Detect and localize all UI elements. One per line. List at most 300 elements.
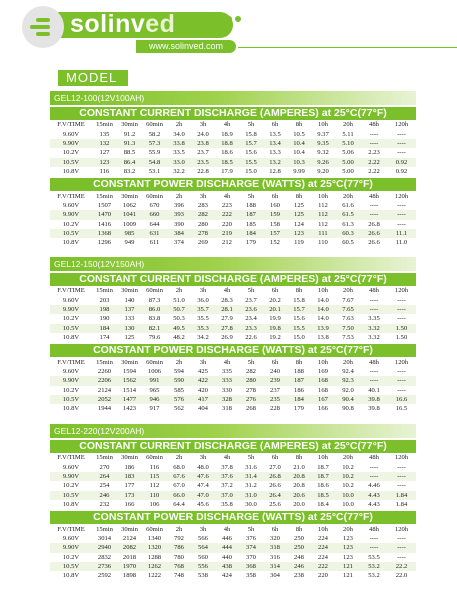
- table-cell: 26.6: [361, 229, 387, 238]
- table-cell: 53.2: [361, 562, 387, 571]
- table-cell: 0.92: [395, 168, 408, 176]
- column-header: 20h: [335, 120, 361, 129]
- table-cell: 20.6: [287, 491, 311, 500]
- column-header: 3h: [191, 357, 215, 366]
- table-cell: 32.2: [173, 168, 185, 176]
- column-header: 60min: [142, 191, 167, 200]
- table-cell: 18.5: [311, 491, 335, 500]
- table-cell: 318: [263, 543, 287, 552]
- table-cell: 538: [198, 572, 208, 580]
- table-cell: ----: [361, 305, 387, 314]
- table-cell: 333: [215, 376, 239, 385]
- table-cell: 123: [343, 534, 353, 542]
- table-cell: 31.4: [239, 472, 263, 481]
- table-cell: 1062: [122, 201, 137, 209]
- table-cell: 5.10: [335, 139, 361, 148]
- column-header: 15min: [92, 286, 117, 295]
- final-voltage-cell: 9.90V: [50, 543, 92, 552]
- table-cell: 116: [99, 168, 110, 176]
- table-cell: 53.5: [368, 553, 380, 561]
- table-cell: 670: [149, 201, 160, 209]
- table-cell: 7.53: [342, 334, 354, 342]
- final-voltage-cell: 10.5V: [50, 324, 92, 333]
- column-header: 6h: [263, 453, 287, 462]
- table-cell: 282: [246, 367, 256, 375]
- table-cell: 121: [343, 572, 353, 580]
- table-cell: 223: [222, 201, 232, 209]
- model-label: GEL12-220(12V200AH): [50, 424, 416, 438]
- final-voltage-cell: 10.2V: [62, 482, 80, 490]
- table-cell: 280: [198, 220, 208, 228]
- table-cell: 26.6: [269, 482, 281, 490]
- table-header-row: [50, 191, 416, 200]
- table-cell: 20.0: [293, 501, 305, 509]
- model-section: [50, 91, 416, 248]
- column-header: 6h: [263, 191, 287, 200]
- table-header-row: [50, 286, 416, 295]
- power-discharge-table: [50, 191, 416, 247]
- table-cell: 4.43: [368, 501, 380, 509]
- table-cell: 246: [92, 491, 117, 500]
- column-header: 30min: [117, 120, 142, 129]
- table-cell: 10.2: [335, 472, 361, 481]
- table-cell: 83.2: [123, 168, 136, 176]
- table-cell: 35.7: [191, 305, 215, 314]
- table-cell: 422: [191, 376, 215, 385]
- table-cell: 82.1: [142, 324, 167, 333]
- column-header: 3h: [191, 286, 215, 295]
- table-cell: 13.5: [269, 130, 281, 138]
- table-cell: 2018: [122, 553, 137, 561]
- table-cell: 14.0: [311, 305, 335, 314]
- table-cell: 15.0: [245, 168, 257, 176]
- table-cell: 112: [311, 210, 335, 219]
- table-cell: 23.7: [245, 296, 257, 304]
- final-voltage-cell: 10.2V: [62, 149, 80, 157]
- table-cell: 270: [99, 463, 110, 471]
- table-cell: 7.50: [335, 324, 361, 333]
- table-cell: 61.6: [342, 201, 354, 209]
- table-cell: 166: [318, 405, 328, 413]
- table-cell: 10.4: [287, 139, 311, 148]
- table-cell: 4.43: [361, 491, 387, 500]
- final-voltage-cell: 10.8V: [62, 239, 80, 247]
- table-row: [50, 571, 416, 580]
- table-cell: 248: [294, 553, 304, 561]
- table-cell: 135: [99, 130, 110, 138]
- table-cell: 177: [124, 482, 135, 490]
- table-cell: ----: [361, 210, 387, 219]
- final-voltage-cell: 9.90V: [50, 305, 92, 314]
- table-cell: 92.4: [342, 367, 354, 375]
- table-cell: 368: [239, 562, 263, 571]
- table-cell: 48.2: [173, 334, 185, 342]
- table-cell: 160: [270, 201, 280, 209]
- column-header: 60min: [142, 120, 167, 129]
- column-header: 60min: [142, 524, 167, 533]
- column-header: 20h: [335, 191, 361, 200]
- table-cell: 949: [124, 239, 135, 247]
- table-cell: 219: [215, 229, 239, 238]
- column-header: 2h: [167, 524, 191, 533]
- column-header: 20h: [335, 453, 361, 462]
- column-header: 120h: [387, 357, 416, 366]
- table-cell: 123: [335, 543, 361, 552]
- final-voltage-cell: 10.2V: [62, 553, 80, 561]
- column-header: 48h: [361, 357, 387, 366]
- table-cell: 185: [246, 220, 256, 228]
- table-cell: 168: [311, 376, 335, 385]
- table-cell: 268: [246, 405, 256, 413]
- table-cell: ----: [397, 220, 406, 228]
- final-voltage-cell: 10.5V: [50, 158, 92, 167]
- table-row: [50, 562, 416, 571]
- table-cell: ----: [387, 376, 416, 385]
- table-cell: 1288: [147, 553, 162, 561]
- current-table-title: CONSTANT CURRENT DISCHARGE (AMPERES) at 25°C(77°F): [50, 440, 416, 453]
- table-cell: 86.4: [117, 158, 142, 167]
- table-cell: 14.0: [317, 315, 329, 323]
- table-cell: 282: [191, 210, 215, 219]
- table-cell: 13.9: [311, 324, 335, 333]
- table-cell: 88.5: [123, 149, 136, 157]
- table-cell: 184: [287, 395, 311, 404]
- column-header: 2h: [167, 286, 191, 295]
- table-cell: ----: [361, 543, 387, 552]
- table-cell: 330: [222, 386, 232, 394]
- column-header: 2h: [167, 453, 191, 462]
- table-cell: ----: [387, 305, 416, 314]
- column-header: 6h: [263, 524, 287, 533]
- table-cell: 240: [270, 367, 280, 375]
- table-cell: ----: [369, 534, 379, 542]
- table-cell: 314: [263, 562, 287, 571]
- table-cell: 222: [311, 562, 335, 571]
- table-cell: 11.1: [387, 229, 416, 238]
- table-cell: 224: [318, 534, 328, 542]
- table-cell: 66.0: [167, 491, 191, 500]
- table-cell: 39.8: [361, 395, 387, 404]
- table-cell: 26.4: [263, 491, 287, 500]
- column-header: 5h: [239, 357, 263, 366]
- table-row: [50, 295, 416, 304]
- table-cell: ----: [397, 315, 406, 323]
- table-cell: 444: [215, 543, 239, 552]
- table-cell: 1222: [147, 572, 162, 580]
- table-cell: 35.3: [191, 324, 215, 333]
- table-cell: ----: [369, 367, 379, 375]
- column-header: 4h: [215, 524, 239, 533]
- website-url[interactable]: www.solinved.com: [136, 40, 236, 53]
- column-header: 60min: [142, 286, 167, 295]
- table-cell: 985: [117, 229, 142, 238]
- table-cell: 2.22: [361, 158, 387, 167]
- table-cell: 283: [198, 201, 208, 209]
- table-cell: 15.8: [245, 130, 257, 138]
- table-cell: 34.2: [197, 334, 209, 342]
- table-cell: ----: [387, 210, 416, 219]
- table-cell: 212: [222, 239, 232, 247]
- column-header: 10h: [311, 191, 335, 200]
- table-cell: 12.8: [269, 168, 281, 176]
- final-voltage-cell: 10.2V: [62, 220, 80, 228]
- table-cell: 54.8: [142, 158, 167, 167]
- table-cell: 946: [142, 395, 167, 404]
- table-cell: 358: [246, 572, 256, 580]
- table-cell: 7.63: [342, 315, 354, 323]
- column-header: 15min: [92, 120, 117, 129]
- column-header: 30min: [117, 191, 142, 200]
- column-header: 5h: [239, 191, 263, 200]
- model-heading: MODEL: [58, 70, 128, 86]
- column-header: 8h: [287, 120, 311, 129]
- table-cell: 132: [92, 139, 117, 148]
- table-cell: 644: [149, 220, 160, 228]
- table-cell: 40.1: [368, 386, 380, 394]
- table-cell: 30.0: [245, 501, 257, 509]
- table-cell: 49.5: [167, 324, 191, 333]
- column-header: 10h: [311, 524, 335, 533]
- table-cell: 556: [191, 562, 215, 571]
- table-cell: 166: [124, 501, 135, 509]
- table-cell: 173: [117, 491, 142, 500]
- table-cell: 438: [215, 562, 239, 571]
- current-discharge-table: [50, 453, 416, 509]
- column-header: 60min: [142, 357, 167, 366]
- table-cell: 124: [294, 220, 304, 228]
- column-header: 15min: [92, 191, 117, 200]
- table-cell: 57.3: [142, 139, 167, 148]
- table-cell: 374: [239, 543, 263, 552]
- table-cell: 20.8: [287, 472, 311, 481]
- table-cell: 47.0: [191, 491, 215, 500]
- table-cell: 110: [142, 491, 167, 500]
- final-voltage-cell: 9.90V: [50, 139, 92, 148]
- table-cell: 15.5: [239, 158, 263, 167]
- table-cell: 31.2: [245, 482, 257, 490]
- table-cell: 3014: [97, 534, 112, 542]
- table-cell: 83.8: [148, 315, 161, 323]
- column-header: 6h: [263, 286, 287, 295]
- final-voltage-cell: 10.8V: [62, 405, 80, 413]
- model-label: GEL12-100(12V100AH): [50, 91, 416, 105]
- table-cell: 376: [246, 534, 256, 542]
- table-cell: 67.6: [167, 472, 191, 481]
- table-cell: 26.8: [263, 472, 287, 481]
- column-header: 10h: [311, 357, 335, 366]
- model-section: [50, 424, 416, 581]
- table-cell: 446: [222, 534, 232, 542]
- final-voltage-cell: 9.60V: [62, 296, 80, 304]
- table-cell: 278: [246, 386, 256, 394]
- table-cell: 20.2: [269, 296, 281, 304]
- table-cell: 5.00: [342, 168, 354, 176]
- table-cell: 35.8: [221, 501, 233, 509]
- column-header: 120h: [387, 453, 416, 462]
- column-header: 5h: [239, 286, 263, 295]
- table-cell: 384: [167, 229, 191, 238]
- column-header: 2h: [167, 357, 191, 366]
- table-cell: 87.3: [148, 296, 161, 304]
- table-cell: 440: [222, 553, 232, 561]
- table-cell: 10.2: [342, 463, 354, 471]
- table-cell: 157: [263, 229, 287, 238]
- table-cell: 125: [294, 201, 304, 209]
- logo-mark: [22, 6, 64, 48]
- table-cell: 91.3: [117, 139, 142, 148]
- final-voltage-cell: 9.60V: [62, 534, 80, 542]
- table-cell: ----: [387, 139, 416, 148]
- table-cell: 60.5: [342, 239, 354, 247]
- column-header: 3h: [191, 191, 215, 200]
- table-cell: 28.1: [215, 305, 239, 314]
- table-cell: 660: [142, 210, 167, 219]
- current-table-title: CONSTANT CURRENT DISCHARGE (AMPERES) at 25°C(77°F): [50, 273, 416, 286]
- table-cell: 112: [318, 201, 328, 209]
- column-header: 20h: [335, 357, 361, 366]
- table-cell: 566: [198, 534, 208, 542]
- final-voltage-cell: 10.8V: [62, 168, 80, 176]
- table-cell: 58.2: [148, 130, 161, 138]
- table-cell: 238: [294, 572, 304, 580]
- table-cell: 316: [270, 553, 280, 561]
- power-table-title: CONSTANT POWER DISCHARGE (WATTS) at 25°C(77°F): [50, 344, 416, 357]
- final-voltage-cell: 10.2V: [62, 386, 80, 394]
- column-header: 10h: [311, 120, 335, 129]
- table-row: [50, 376, 416, 385]
- table-cell: ----: [369, 130, 379, 138]
- table-cell: 1.50: [395, 334, 408, 342]
- column-header: F.V/TIME: [50, 120, 92, 129]
- column-header: 10h: [311, 453, 335, 462]
- table-cell: 33.0: [167, 158, 191, 167]
- table-cell: 7.65: [335, 305, 361, 314]
- table-cell: 86.0: [142, 305, 167, 314]
- table-cell: 1594: [122, 367, 137, 375]
- table-row: [50, 534, 416, 543]
- table-cell: 18.6: [221, 149, 233, 157]
- table-row: [50, 238, 416, 247]
- column-header: 6h: [263, 120, 287, 129]
- table-cell: 22.0: [395, 572, 408, 580]
- table-cell: 10.0: [342, 501, 354, 509]
- table-cell: 90.4: [335, 395, 361, 404]
- table-cell: 5.11: [342, 130, 354, 138]
- column-header: 5h: [239, 453, 263, 462]
- table-cell: 188: [246, 201, 256, 209]
- table-cell: 19.2: [269, 334, 281, 342]
- table-cell: 13.3: [269, 149, 281, 157]
- model-section: [50, 257, 416, 414]
- table-cell: 280: [239, 376, 263, 385]
- column-header: 3h: [191, 453, 215, 462]
- table-cell: 50.7: [167, 305, 191, 314]
- table-cell: 112: [318, 220, 328, 228]
- table-cell: 159: [263, 210, 287, 219]
- table-row: [50, 158, 416, 167]
- table-cell: 2832: [97, 553, 112, 561]
- table-cell: 22.2: [387, 562, 416, 571]
- table-cell: 228: [270, 405, 280, 413]
- table-cell: 1898: [122, 572, 137, 580]
- table-cell: 9.99: [293, 168, 305, 176]
- table-cell: 16.6: [387, 395, 416, 404]
- table-cell: ----: [397, 367, 406, 375]
- table-cell: 9.26: [311, 158, 335, 167]
- final-voltage-cell: 10.8V: [62, 501, 80, 509]
- table-cell: 125: [287, 210, 311, 219]
- table-cell: 127: [99, 149, 110, 157]
- table-cell: 92.3: [335, 376, 361, 385]
- table-cell: 27.8: [215, 324, 239, 333]
- table-cell: 35.5: [197, 315, 209, 323]
- column-header: 5h: [239, 524, 263, 533]
- final-voltage-cell: 10.5V: [50, 562, 92, 571]
- table-cell: 26.8: [368, 220, 380, 228]
- table-cell: 18.8: [215, 139, 239, 148]
- column-header: 8h: [287, 286, 311, 295]
- table-row: [50, 500, 416, 509]
- brand-name-main: solinv: [70, 10, 146, 38]
- column-header: 2h: [167, 120, 191, 129]
- table-cell: 11.0: [395, 239, 408, 247]
- final-voltage-cell: 9.60V: [62, 463, 80, 471]
- header: [0, 0, 457, 64]
- table-header-row: [50, 120, 416, 129]
- table-cell: 167: [311, 395, 335, 404]
- final-voltage-cell: 10.2V: [62, 315, 80, 323]
- table-cell: 137: [117, 305, 142, 314]
- table-cell: 24.0: [197, 130, 209, 138]
- table-cell: 5.00: [335, 158, 361, 167]
- column-header: 4h: [215, 286, 239, 295]
- table-cell: 125: [124, 334, 135, 342]
- column-header: 48h: [361, 120, 387, 129]
- table-cell: 79.6: [148, 334, 161, 342]
- table-cell: 2592: [97, 572, 112, 580]
- current-discharge-table: [50, 286, 416, 342]
- table-row: [50, 367, 416, 376]
- table-cell: 991: [142, 376, 167, 385]
- table-cell: 18.9: [221, 130, 233, 138]
- table-cell: 15.7: [239, 139, 263, 148]
- table-cell: 174: [99, 334, 110, 342]
- table-cell: 53.2: [368, 572, 380, 580]
- table-cell: 222: [215, 210, 239, 219]
- table-cell: 1423: [122, 405, 137, 413]
- table-cell: 748: [174, 572, 184, 580]
- table-cell: 328: [215, 395, 239, 404]
- table-cell: 237: [270, 386, 280, 394]
- column-header: 8h: [287, 524, 311, 533]
- table-cell: 917: [149, 405, 160, 413]
- table-cell: 92.0: [342, 386, 354, 394]
- table-cell: 140: [124, 296, 135, 304]
- table-cell: 31.0: [239, 491, 263, 500]
- column-header: 8h: [287, 453, 311, 462]
- table-cell: 47.6: [191, 472, 215, 481]
- final-voltage-cell: 10.8V: [62, 334, 80, 342]
- table-cell: ----: [397, 463, 406, 471]
- table-cell: 10.5: [293, 130, 305, 138]
- table-cell: 246: [287, 562, 311, 571]
- table-cell: 9.20: [317, 168, 329, 176]
- table-cell: 91.2: [123, 130, 136, 138]
- column-header: 30min: [117, 453, 142, 462]
- table-row: [50, 314, 416, 323]
- table-cell: 10.2: [342, 482, 354, 490]
- table-cell: 2124: [97, 386, 112, 394]
